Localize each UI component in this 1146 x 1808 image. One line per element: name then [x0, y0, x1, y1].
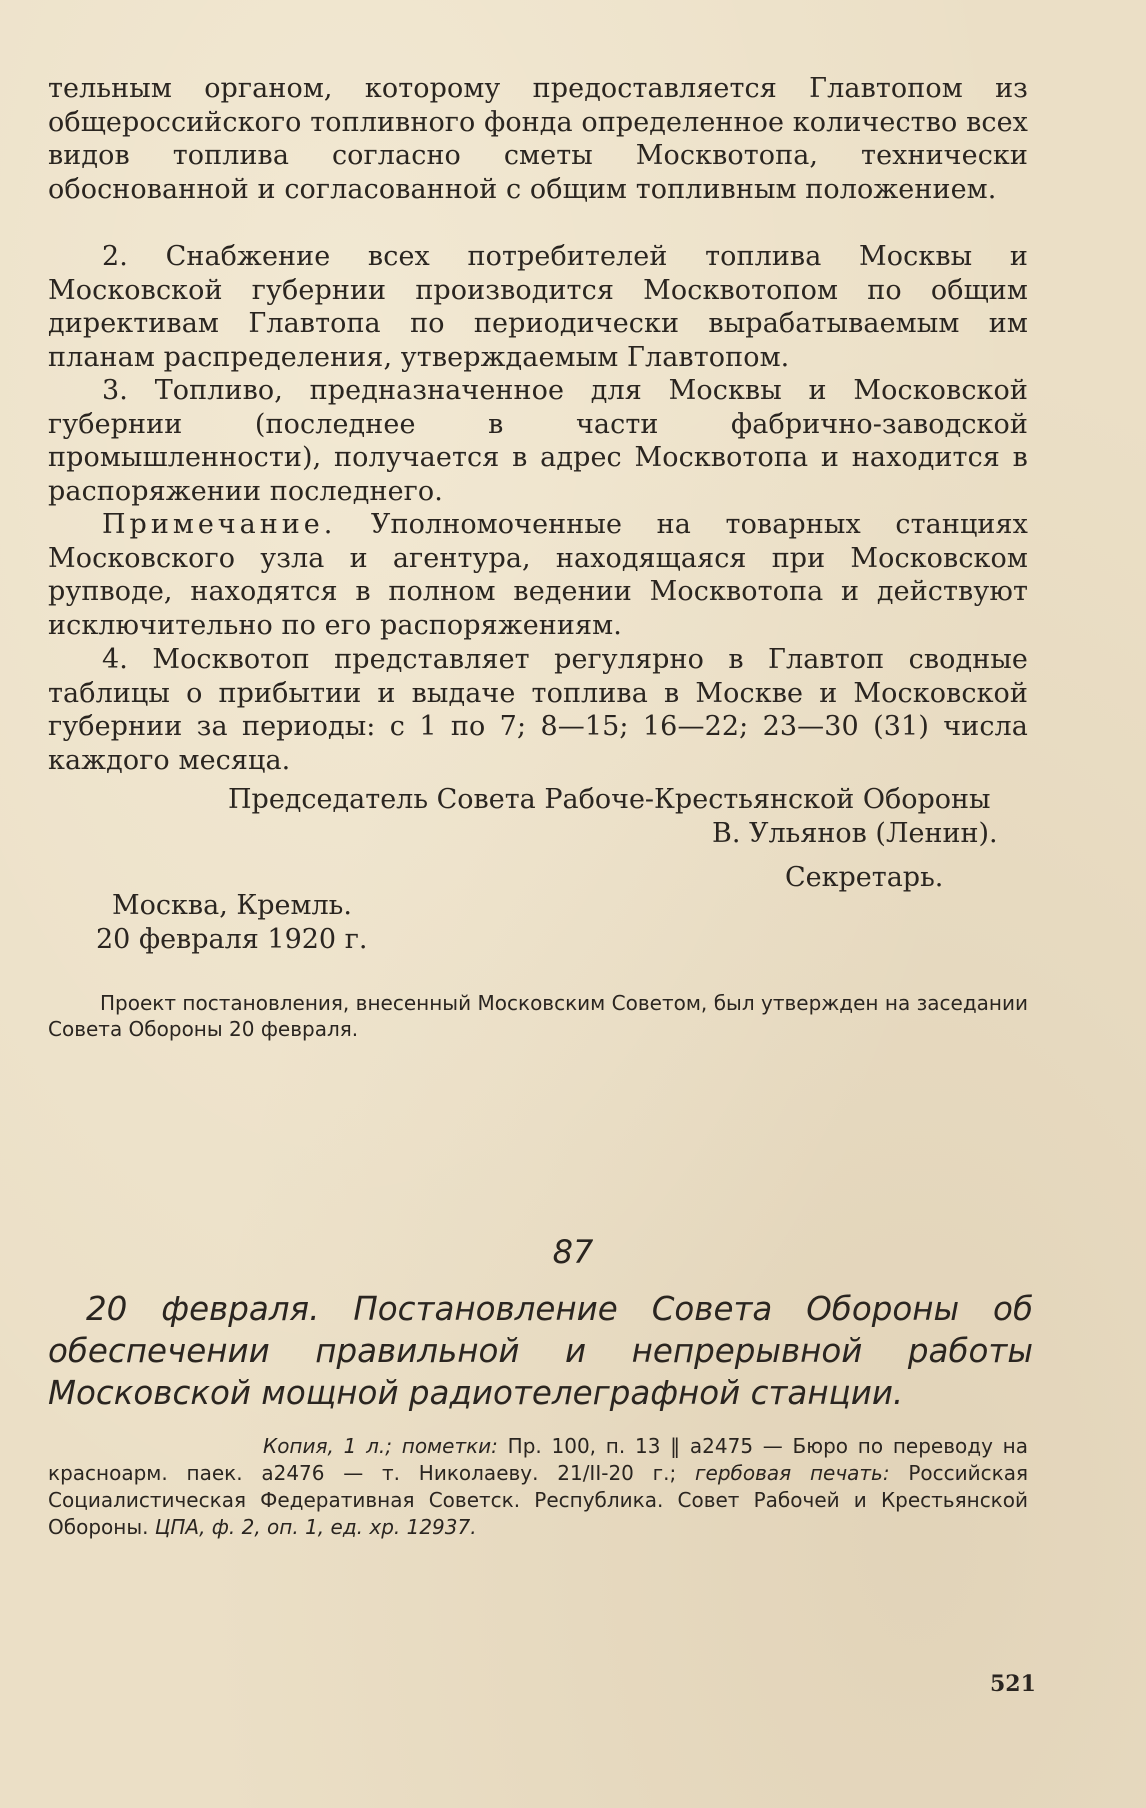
- archive-seal-label: гербовая печать:: [695, 1461, 890, 1485]
- document-title: [48, 1288, 1033, 1414]
- archive-note: [48, 1433, 1028, 1541]
- document-title-text: 20 февраля. Постановление Совета Обороны об обеспечении правильной и непрерывной работы Московской мощной радиотелеграфной станции.: [48, 1290, 1033, 1412]
- paragraph-item-4: 4. Москвотоп представляет регулярно в Главтоп сводные таблицы о прибытии и выдаче топлива в Москве и Московской губернии за периоды: с 1 по 7; 8—15; 16—22; 23—30 (31) числа каждого месяца.: [48, 644, 1028, 776]
- paragraph-note: [48, 508, 1028, 642]
- document-number: 87: [552, 1233, 594, 1271]
- chairman-name: В. Ульянов (Ленин).: [712, 818, 998, 849]
- paragraph-item-3: 3. Топливо, предназначенное для Москвы и Московской губернии (последнее в части фабрично-заводской промышленности), получается в адрес Москвотопа и находится в распоряжении последнего.: [48, 375, 1028, 507]
- archive-copy-label: Копия, 1 л.; пометки:: [263, 1434, 498, 1458]
- footnote-text: Проект постановления, внесенный Московским Советом, был утвержден на заседании Совета Обороны 20 февраля.: [48, 991, 1028, 1041]
- signing-date: 20 февраля 1920 г.: [96, 924, 368, 955]
- note-text: Уполномоченные на товарных станциях Московского узла и агентура, находящаяся при Московском рупводе, находятся в полном ведении Москвотопа и действуют исключительно по его распоряжениям.: [48, 509, 1028, 641]
- secretary-label: Секретарь.: [785, 862, 944, 893]
- archive-reference: ЦПА, ф. 2, оп. 1, ед. хр. 12937.: [154, 1515, 477, 1539]
- archive-seal-text: Российская Социалистическая Федеративная Советск. Республика. Совет Рабочей и Крестьянской Обороны.: [48, 1461, 1028, 1539]
- footnote: [48, 990, 1028, 1042]
- chairman-title: Председатель Совета Рабоче-Крестьянской Обороны: [228, 784, 991, 815]
- paragraph-intro: тельным органом, которому предоставляется Главтопом из общероссийского топливного фонда определенное количество всех видов топлива согласно сметы Москвотопа, технически обоснованной и согласованной с общим топливным положением.: [48, 73, 1028, 205]
- signing-place: Москва, Кремль.: [112, 890, 352, 921]
- archive-marks: Пр. 100, п. 13 ‖ а2475 — Бюро по переводу на красноарм. паек. а2476 — т. Николаеву. 21/II-20 г.;: [48, 1434, 1028, 1485]
- note-label: Примечание.: [102, 509, 337, 540]
- paragraph-item-2: 2. Снабжение всех потребителей топлива Москвы и Московской губернии производится Москвотопом по общим директивам Главтопа по периодически вырабатываемым им планам распределения, утверждаемым Главтопом.: [48, 241, 1028, 373]
- page-number: 521: [990, 1671, 1036, 1697]
